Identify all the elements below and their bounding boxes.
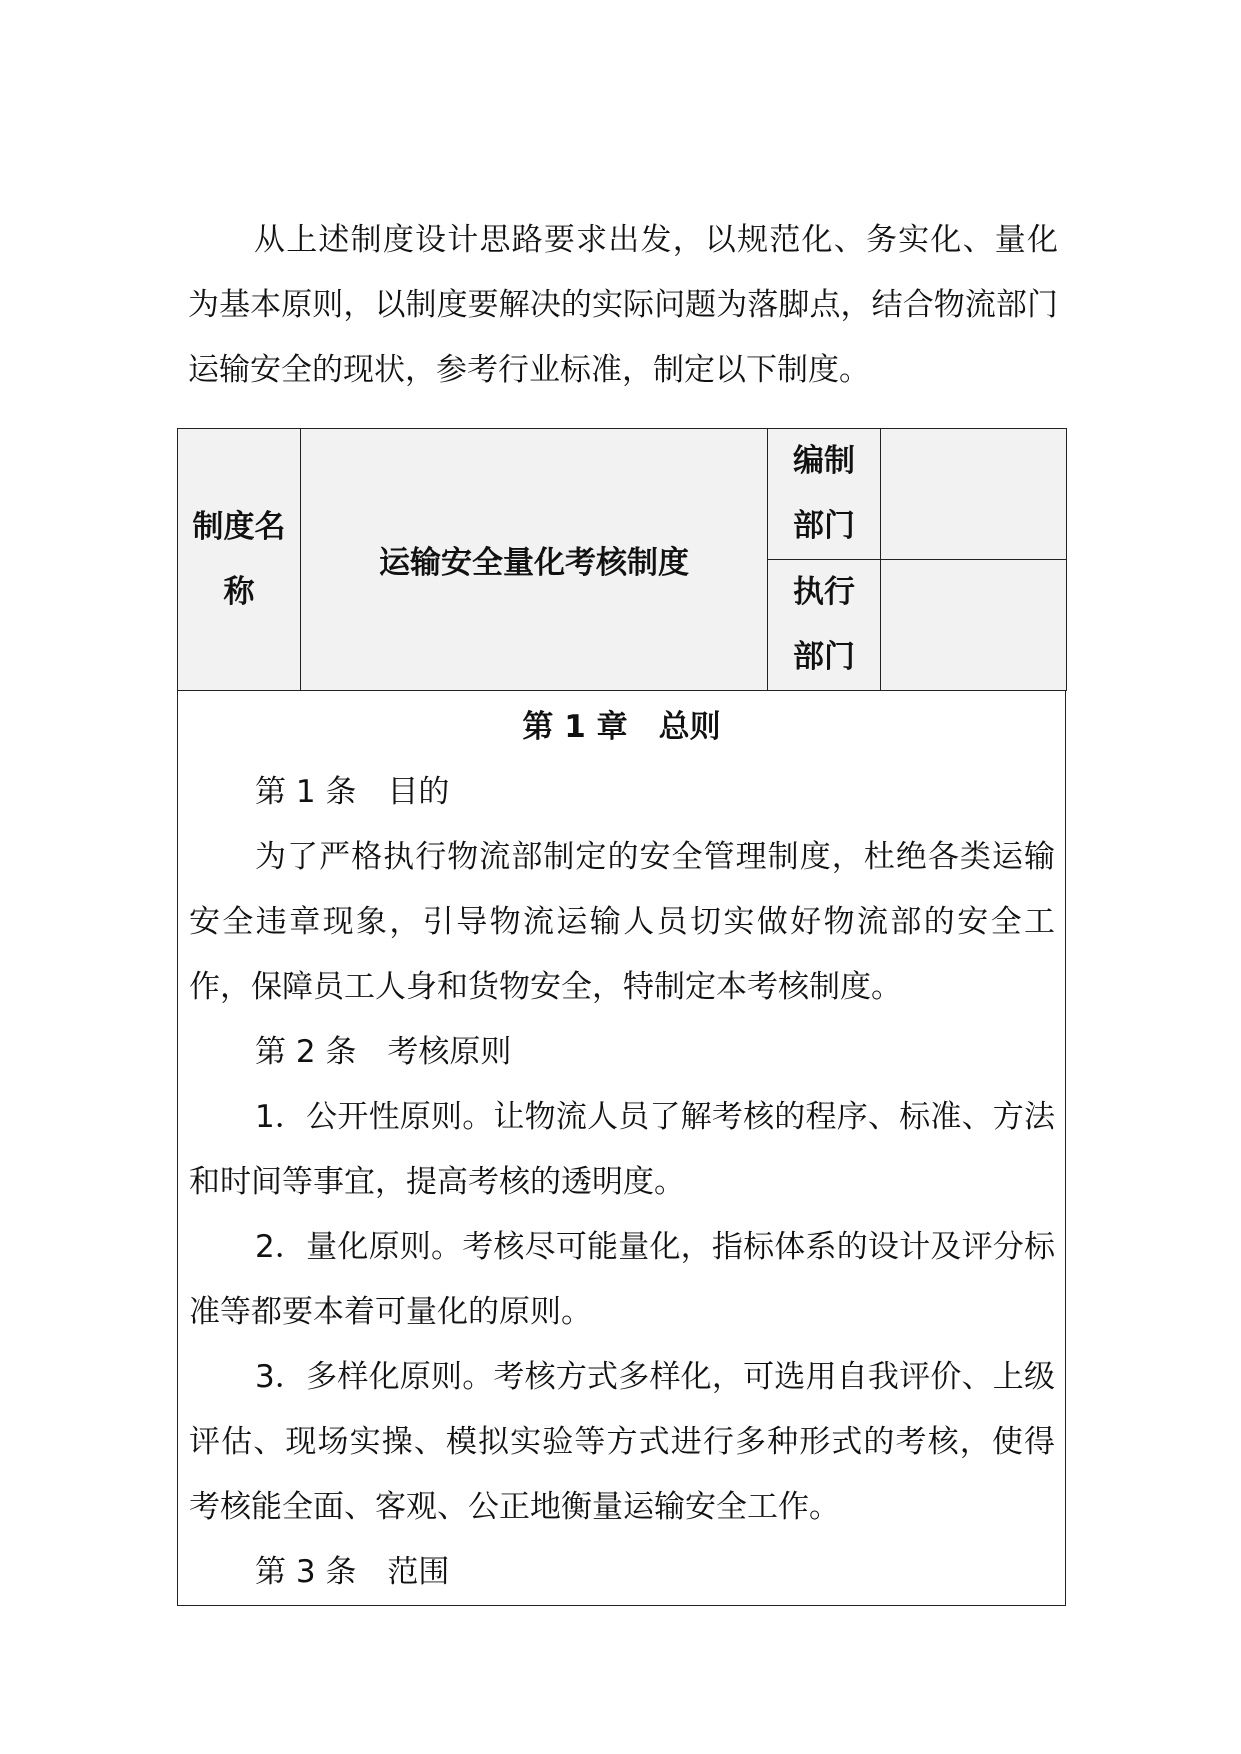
regulation-name-label: [178, 429, 301, 691]
regulation-body: [177, 691, 1066, 1606]
article-1-text: 为了严格执行物流部制定的安全管理制度，杜绝各类运输安全违章现象，引导物流运输人员切实做好物流部的安全工作，保障员工人身和货物安全，特制定本考核制度。: [189, 839, 1055, 1005]
compile-dept-label-line1: 编制: [793, 443, 855, 479]
principle-1-text: 1．公开性原则。让物流人员了解考核的程序、标准、方法和时间等事宜，提高考核的透明度。: [189, 1099, 1055, 1200]
article-2-heading: 第 2 条 考核原则: [255, 1034, 512, 1070]
exec-dept-label-line1: 执行: [793, 574, 855, 610]
principle-2-text: 2．量化原则。考核尽可能量化，指标体系的设计及评分标准等都要本着可量化的原则。: [189, 1229, 1055, 1330]
regulation-title-cell: [301, 429, 768, 691]
article-3-heading: 第 3 条 范围: [255, 1554, 450, 1590]
regulation-title: 运输安全量化考核制度: [379, 545, 689, 581]
chapter-heading: 第 1 章 总则: [522, 709, 721, 745]
compile-dept-label: [768, 429, 881, 560]
article-1-heading: 第 1 条 目的: [255, 774, 450, 810]
exec-dept-value: [881, 560, 1067, 691]
regulation-name-label-line2: 称: [223, 573, 255, 610]
compile-dept-value: [881, 429, 1067, 560]
exec-dept-label: [768, 560, 881, 691]
regulation-body-text: [178, 760, 1065, 1605]
intro-paragraph: 从上述制度设计思路要求出发，以规范化、务实化、量化为基本原则，以制度要解决的实际问题为落脚点，结合物流部门运输安全的现状，参考行业标准，制定以下制度。: [188, 222, 1058, 388]
compile-dept-label-line2: 部门: [793, 508, 855, 544]
exec-dept-label-line2: 部门: [793, 639, 855, 675]
principle-3-text: 3．多样化原则。考核方式多样化，可选用自我评价、上级评估、现场实操、模拟实验等方式进行多种形式的考核，使得考核能全面、客观、公正地衡量运输安全工作。: [189, 1359, 1055, 1525]
regulation-header-table: [177, 428, 1067, 691]
regulation-name-label-line1: 制度名: [192, 508, 286, 545]
